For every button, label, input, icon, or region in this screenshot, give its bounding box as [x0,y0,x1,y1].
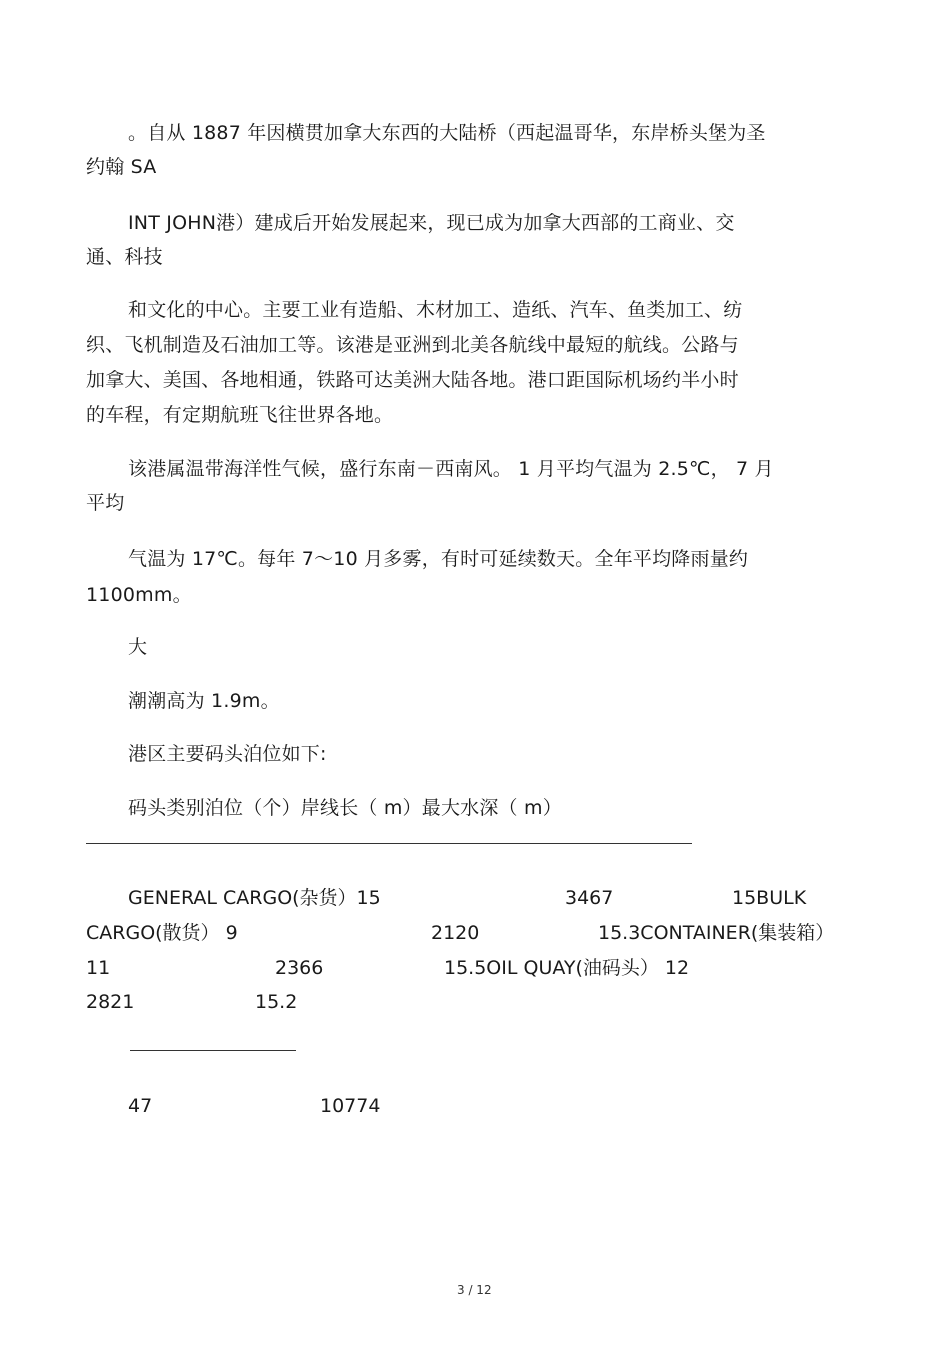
para-7: 潮潮高为 1.9m。 [128,690,280,712]
table-total-berths: 47 [128,1095,153,1117]
para-5-line-2: 1100mm。 [86,584,192,606]
para-3-line-4: 的车程，有定期航班飞往世界各地。 [86,404,394,426]
table-row-4-length: 2821 [86,991,135,1013]
para-1-line-2: 约翰 SA [86,156,157,178]
table-row-2-length: 2120 [431,922,480,944]
table-row-3-berths: 11 [86,957,111,979]
para-4-line-2: 平均 [86,492,125,514]
table-row-1-name: GENERAL CARGO(杂货）15 [128,887,381,909]
para-1-line-1: 。自从 1887 年因横贯加拿大东西的大陆桥（西起温哥华，东岸桥头堡为圣 [128,122,766,144]
table-row-2-name: CARGO(散货） 9 [86,922,238,944]
para-3-line-2: 织、飞机制造及石油加工等。该港是亚洲到北美各航线中最短的航线。公路与 [86,334,739,356]
para-8: 港区主要码头泊位如下: [128,743,327,765]
table-row-3-length: 2366 [275,957,324,979]
table-row-2-tail: 15.3CONTAINER(集装箱） [598,922,835,944]
table-top-rule [86,843,692,844]
para-2-line-2: 通、科技 [86,246,163,268]
table-row-3-tail: 15.5OIL QUAY(油码头） 12 [444,957,690,979]
para-3-line-3: 加拿大、美国、各地相通，铁路可达美洲大陆各地。港口距国际机场约半小时 [86,369,739,391]
page-indicator: 3 / 12 [457,1283,492,1297]
table-row-1-tail: 15BULK [732,887,807,909]
para-5-line-1: 气温为 17℃。每年 7～10 月多雾，有时可延续数天。全年平均降雨量约 [128,548,749,570]
para-2-line-1: INT JOHN港）建成后开始发展起来，现已成为加拿大西部的工商业、交 [128,212,735,234]
table-row-4-depth: 15.2 [255,991,298,1013]
table-header: 码头类别泊位（个）岸线长（ m）最大水深（ m） [128,797,562,819]
table-total-length: 10774 [320,1095,381,1117]
para-3-line-1: 和文化的中心。主要工业有造船、木材加工、造纸、汽车、鱼类加工、纺 [128,299,743,321]
table-row-1-length: 3467 [565,887,614,909]
table-total-rule [130,1050,296,1051]
para-4-line-1: 该港属温带海洋性气候，盛行东南－西南风。 1 月平均气温为 2.5℃， 7 月 [128,458,774,480]
para-6: 大 [128,636,148,658]
